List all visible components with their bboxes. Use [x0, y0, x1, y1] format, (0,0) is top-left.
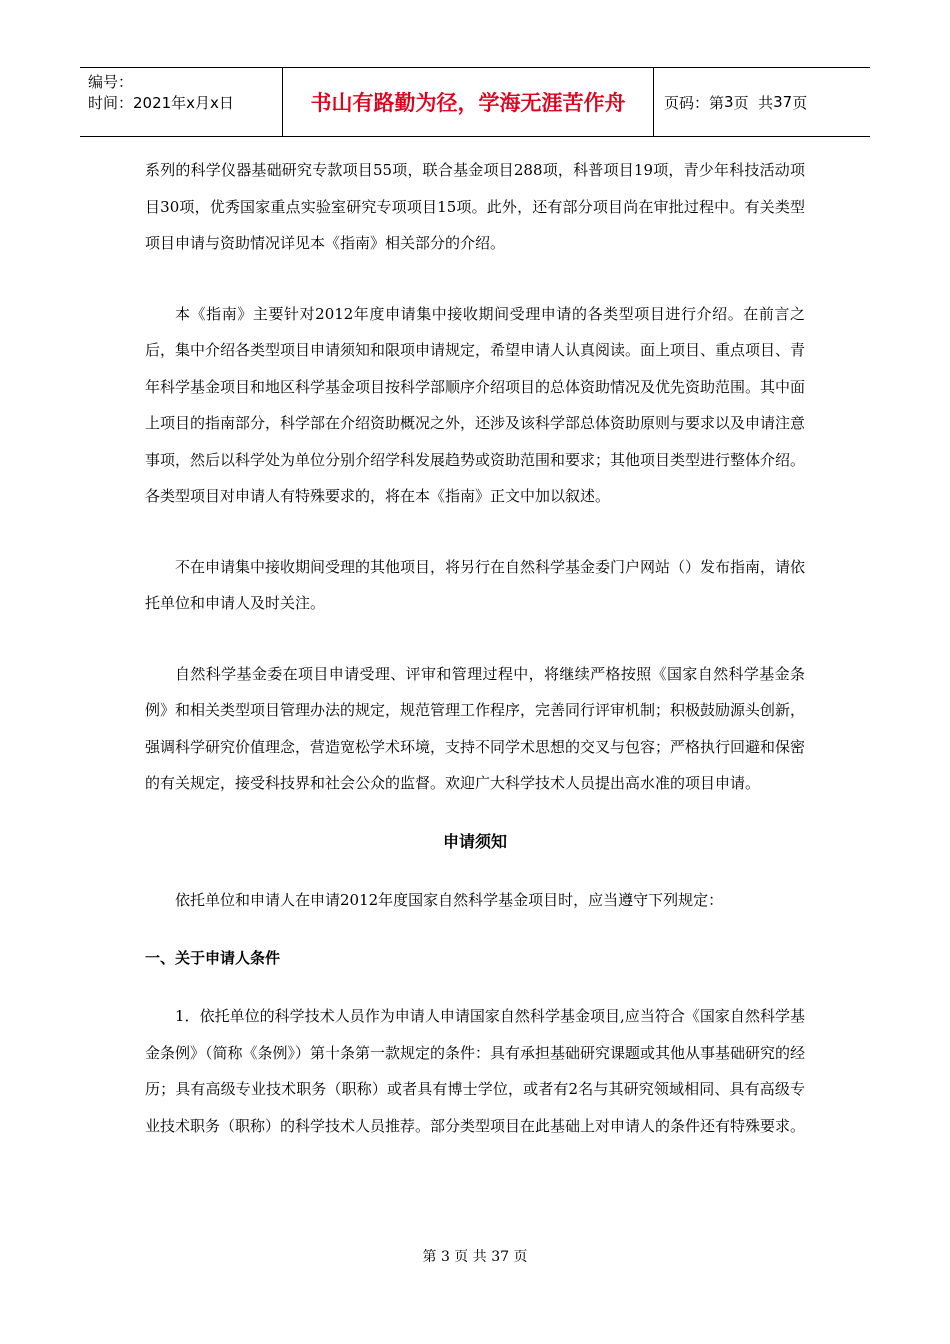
subsection-title: 一、关于申请人条件: [145, 949, 281, 967]
header-page-mid: 页 共: [733, 93, 774, 112]
header-date-label: 时间：2021年x月x日: [88, 94, 234, 112]
header-meta: [80, 68, 282, 136]
paragraph-4: 自然科学基金委在项目申请受理、评审和管理过程中，将继续严格按照《国家自然科学基金条例》和相关类型项目管理办法的规定，规范管理工作程序，完善同行评审机制；积极鼓励源头创新，强调科学研究价值理念，营造宽松学术环境，支持不同学术思想的交叉与包容；严格执行回避和保密的有关规定，接受科技界和社会公众的监督。欢迎广大科学技术人员提出高水准的项目申请。: [145, 664, 806, 792]
header-page-label: 页码：第: [664, 93, 725, 112]
header-page-info: [654, 68, 870, 136]
footer-mid: 页 共: [449, 1249, 492, 1265]
footer-suffix: 页: [509, 1249, 528, 1265]
header-number-label: 编号：: [88, 73, 134, 91]
footer-prefix: 第: [422, 1249, 441, 1265]
paragraph-6: 1．依托单位的科学技术人员作为申请人申请国家自然科学基金项目,应当符合《国家自然科学基金条例》（简称《条例》）第十条第一款规定的条件：具有承担基础研究课题或其他从事基础研究的经历；具有高级专业技术职务（职称）或者具有博士学位，或者有2名与其研究领域相同、具有高级专业技术职务（职称）的科学技术人员推荐。部分类型项目在此基础上对申请人的条件还有特殊要求。: [145, 1007, 806, 1135]
paragraph-1: 系列的科学仪器基础研究专款项目55项，联合基金项目288项，科普项目19项，青少年科技活动项目30项，优秀国家重点实验室研究专项项目15项。此外，还有部分项目尚在审批过程中。有关类型项目申请与资助情况详见本《指南》相关部分的介绍。: [145, 161, 805, 252]
header-page-suffix: 页: [792, 93, 808, 112]
footer-page-total: 37: [491, 1249, 510, 1265]
paragraph-2: 本《指南》主要针对2012年度申请集中接收期间受理申请的各类型项目进行介绍。在前言之后，集中介绍各类型项目申请须知和限项申请规定，希望申请人认真阅读。面上项目、重点项目、青年科学基金项目和地区科学基金项目按科学部顺序介绍项目的总体资助情况及优先资助范围。其中面上项目的指南部分，科学部在介绍资助概况之外，还涉及该科学部总体资助原则与要求以及申请注意事项，然后以科学处为单位分别介绍学科发展趋势或资助范围和要求；其他项目类型进行整体介绍。各类型项目对申请人有特殊要求的，将在本《指南》正文中加以叙述。: [145, 304, 806, 505]
header-motto: 书山有路勤为径，学海无涯苦作舟: [282, 68, 654, 136]
page-header: [80, 67, 870, 137]
document-body: [145, 152, 805, 1144]
page-footer: [0, 1246, 950, 1266]
header-page-total: 37: [773, 93, 793, 111]
paragraph-5: 依托单位和申请人在申请2012年度国家自然科学基金项目时，应当遵守下列规定：: [175, 890, 724, 909]
section-title: 申请须知: [442, 831, 507, 851]
header-page-current: 3: [724, 93, 734, 111]
footer-page-current: 3: [440, 1249, 450, 1265]
paragraph-3: 不在申请集中接收期间受理的其他项目，将另行在自然科学基金委门户网站（）发布指南，请依托单位和申请人及时关注。: [145, 557, 806, 612]
